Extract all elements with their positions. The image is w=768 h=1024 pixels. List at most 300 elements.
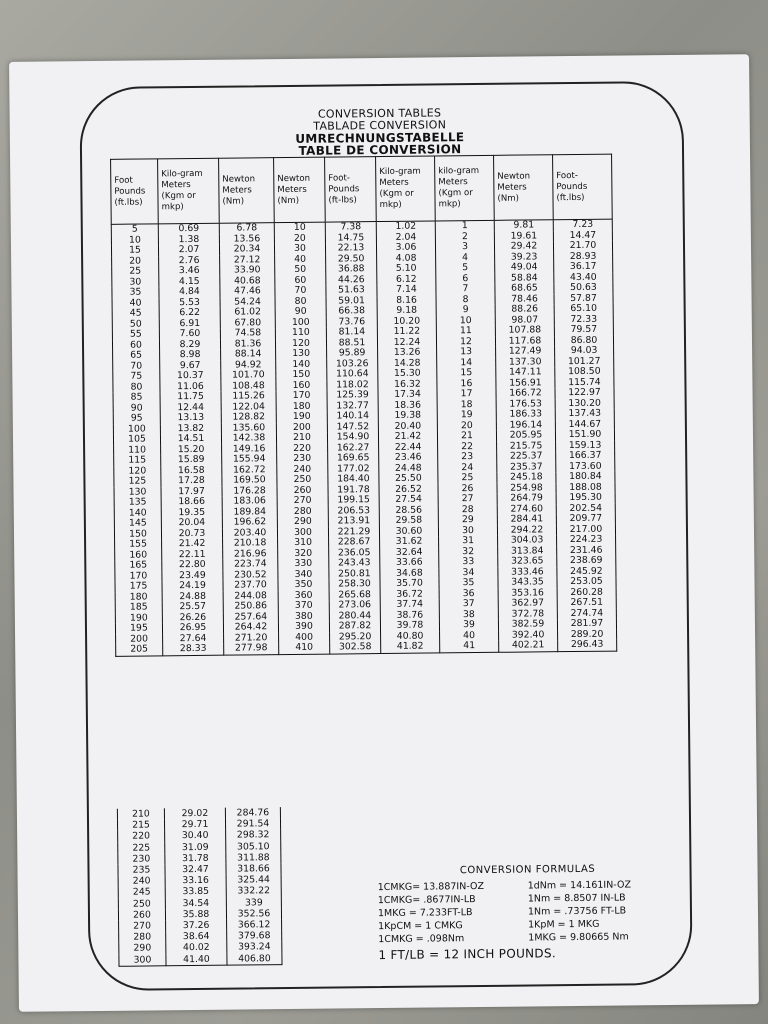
table-cell: 210 (117, 808, 164, 820)
table-cell: 150 (276, 370, 327, 381)
table-cell: 223.74 (223, 559, 278, 570)
table-cell: 166.37 (556, 451, 615, 462)
table-cell: 10.37 (160, 371, 221, 382)
table-cell: 50 (112, 319, 159, 330)
table-cell: 21.42 (162, 539, 223, 550)
table-cell: 340 (278, 569, 329, 580)
table-cell: 149.16 (222, 444, 277, 455)
table-cell: 19.35 (161, 507, 222, 518)
table-cell: 281.97 (557, 619, 616, 630)
table-cell: 243.43 (329, 558, 380, 569)
table-cell: 390 (278, 622, 329, 633)
table-cell: 284.76 (225, 807, 280, 819)
formula-text: 1CMKG= 13.887IN-OZ (377, 880, 485, 894)
table-cell: 11 (436, 326, 495, 337)
table-cell: 10.20 (377, 316, 436, 327)
table-cell: 2 (435, 231, 494, 242)
table-cell: 41 (440, 641, 499, 653)
table-cell: 29.58 (379, 515, 438, 526)
table-cell: 325.44 (226, 874, 281, 886)
table-cell: 18.66 (161, 497, 222, 508)
table-cell: 209.77 (556, 514, 615, 525)
formula-text: 1MKG = 7.233FT-LB (377, 907, 473, 920)
table-cell: 25 (112, 266, 159, 277)
table-cell: 260.28 (557, 587, 616, 598)
formulas-title: CONVERSION FORMULAS (459, 863, 596, 877)
table-cell: 236.05 (329, 548, 380, 559)
table-cell: 115.26 (221, 391, 276, 402)
table-cell: 173.60 (556, 461, 615, 472)
table-cell: 254.98 (497, 483, 556, 494)
table-cell: 80 (113, 382, 160, 393)
table-cell: 19 (437, 410, 496, 421)
table-cell: 203.40 (222, 528, 277, 539)
table-cell: 185 (115, 602, 162, 613)
table-cell: 216.96 (223, 549, 278, 560)
table-cell: 1.38 (158, 234, 219, 245)
table-cell: 86.80 (554, 335, 613, 346)
table-cell: 17.28 (161, 476, 222, 487)
table-cell: 95.89 (327, 348, 378, 359)
table-cell: 237.70 (223, 580, 278, 591)
table-cell: 135.60 (221, 423, 276, 434)
title-fr: TABLE DE CONVERSION (298, 142, 462, 158)
table-cell: 169.65 (328, 453, 379, 464)
table-cell: 177.02 (328, 464, 379, 475)
table-cell: 90 (113, 403, 160, 414)
table-cell: 3 (435, 242, 494, 253)
table-cell: 300 (277, 527, 328, 538)
table-cell: 40 (275, 254, 326, 265)
table-cell: 122.97 (555, 388, 614, 399)
table-cell: 343.35 (498, 577, 557, 588)
table-cell: 13.56 (219, 234, 274, 245)
table-cell: 26 (438, 483, 497, 494)
table-cell: 180.84 (556, 472, 615, 483)
table-cell: 145 (114, 518, 161, 529)
table-cell: 132.77 (327, 401, 378, 412)
table-cell: 19.61 (494, 231, 553, 242)
table-cell: 94.92 (221, 360, 276, 371)
table-cell: 300 (119, 954, 166, 966)
table-cell: 31.09 (165, 841, 226, 853)
table-cell: 118.02 (327, 380, 378, 391)
table-cell: 150 (114, 529, 161, 540)
header-foot-pounds-2: Foot- Pounds (ft-lbs) (325, 157, 377, 223)
table-cell: 280 (277, 506, 328, 517)
table-cell: 57.87 (554, 293, 613, 304)
table-cell: 250.86 (223, 601, 278, 612)
table-cell: 224.23 (557, 535, 616, 546)
table-cell: 33.85 (165, 886, 226, 898)
title-en: CONVERSION TABLES (317, 106, 442, 121)
table-cell: 21 (437, 431, 496, 442)
table-cell: 137.30 (496, 357, 555, 368)
table-cell: 11.22 (377, 326, 436, 337)
table-cell: 277.98 (224, 643, 279, 655)
header-kilogram-meters-3: kilo-gram Meters (Kgm or mkp) (435, 155, 495, 221)
table-cell: 20.40 (378, 421, 437, 432)
table-cell: 17.34 (378, 389, 437, 400)
main-conversion-table (110, 154, 617, 657)
table-cell: 330 (278, 559, 329, 570)
table-cell: 6 (436, 273, 495, 284)
table-cell: 298.32 (226, 830, 281, 842)
table-cell: 215.75 (497, 441, 556, 452)
table-cell: 73.76 (326, 317, 377, 328)
table-cell: 264.79 (497, 493, 556, 504)
table-cell: 154.90 (327, 432, 378, 443)
table-cell: 90 (275, 307, 326, 318)
table-cell: 366.12 (227, 919, 282, 931)
table-cell: 30.40 (165, 830, 226, 842)
table-cell: 4.84 (159, 287, 220, 298)
table-cell: 39.78 (380, 620, 439, 631)
table-cell: 38.64 (166, 931, 227, 943)
table-cell: 25.57 (162, 602, 223, 613)
table-cell: 31.62 (380, 536, 439, 547)
table-cell: 4 (436, 252, 495, 263)
table-cell: 50.63 (554, 283, 613, 294)
conversion-formulas (377, 863, 678, 962)
table-cell: 406.80 (227, 953, 282, 965)
table-cell: 258.30 (329, 579, 380, 590)
table-cell: 11.06 (160, 381, 221, 392)
table-cell: 270 (119, 920, 166, 932)
table-cell: 120 (114, 466, 161, 477)
table-cell: 30 (112, 277, 159, 288)
table-cell: 105 (113, 434, 160, 445)
table-cell: 14.47 (553, 230, 612, 241)
table-cell: 323.65 (498, 556, 557, 567)
table-cell: 44.26 (326, 275, 377, 286)
table-cell: 18 (437, 399, 496, 410)
table-cell: 94.03 (555, 346, 614, 357)
table-cell: 23.49 (162, 570, 223, 581)
table-cell: 30 (274, 244, 325, 255)
table-cell: 140.14 (327, 411, 378, 422)
table-cell: 75 (113, 371, 160, 382)
table-cell: 170 (276, 391, 327, 402)
table-cell: 190 (276, 412, 327, 423)
table-cell: 110.64 (327, 369, 378, 380)
table-cell: 313.84 (498, 546, 557, 557)
table-cell: 81.14 (326, 327, 377, 338)
table-cell: 199.15 (328, 495, 379, 506)
table-cell: 40 (112, 298, 159, 309)
table-cell: 393.24 (227, 942, 282, 954)
table-cell: 339 (226, 897, 281, 909)
table-cell: 151.90 (555, 430, 614, 441)
table-cell: 228.67 (329, 537, 380, 548)
table-cell: 26.95 (162, 623, 223, 634)
table-cell: 271.20 (224, 633, 279, 644)
table-cell: 210 (276, 433, 327, 444)
table-cell: 88.51 (326, 338, 377, 349)
table-cell: 295.20 (330, 632, 381, 643)
table-cell: 353.16 (498, 588, 557, 599)
table-cell: 5.10 (377, 263, 436, 274)
table-cell: 24.48 (379, 463, 438, 474)
table-cell: 127.49 (496, 346, 555, 357)
table-cell: 240 (277, 464, 328, 475)
table-cell: 11.75 (160, 392, 221, 403)
table-cell: 180 (276, 401, 327, 412)
table-cell: 332.22 (226, 886, 281, 898)
table-cell: 37.26 (166, 920, 227, 932)
table-cell: 176.53 (496, 399, 555, 410)
table-cell: 280.44 (329, 611, 380, 622)
extended-left-table (117, 807, 283, 967)
table-cell: 74.58 (220, 328, 275, 339)
table-cell: 14 (437, 357, 496, 368)
table-cell: 7.38 (325, 222, 376, 234)
table-cell: 410 (279, 643, 330, 655)
table-cell: 230.52 (223, 570, 278, 581)
table-cell: 41.82 (381, 641, 440, 653)
table-cell: 382.59 (498, 619, 557, 630)
table-cell: 20 (112, 256, 159, 267)
table-cell: 122.04 (221, 402, 276, 413)
table-cell: 29.02 (164, 808, 225, 820)
table-cell: 6.91 (159, 318, 220, 329)
table-cell: 22.44 (379, 442, 438, 453)
table-cell: 45 (112, 308, 159, 319)
table-cell: 296.43 (558, 640, 617, 652)
table-cell: 20 (437, 420, 496, 431)
table-cell: 40.02 (166, 942, 227, 954)
table-cell: 108.50 (555, 367, 614, 378)
table-cell: 31.78 (165, 852, 226, 864)
table-cell: 230 (118, 853, 165, 865)
table-cell: 108.48 (221, 381, 276, 392)
table-cell: 15.20 (161, 444, 222, 455)
table-cell: 318.66 (226, 863, 281, 875)
table-cell: 26.26 (162, 612, 223, 623)
table-cell: 3.06 (376, 242, 435, 253)
table-cell: 20.04 (161, 518, 222, 529)
title-es: TABLADE CONVERSION (313, 118, 447, 133)
table-cell: 166.72 (496, 388, 555, 399)
table-cell: 15.89 (161, 455, 222, 466)
table-cell: 257.64 (223, 612, 278, 623)
table-cell: 284.41 (497, 514, 556, 525)
table-cell: 231.46 (557, 545, 616, 556)
table-cell: 100 (113, 424, 160, 435)
table-cell: 36.72 (380, 589, 439, 600)
table-cell: 17.97 (161, 486, 222, 497)
table-cell: 10 (111, 235, 158, 246)
table-cell: 142.38 (221, 433, 276, 444)
table-cell: 30 (438, 525, 497, 536)
table-cell: 155 (115, 539, 162, 550)
table-cell: 289.20 (558, 629, 617, 640)
table-cell: 202.54 (556, 503, 615, 514)
table-cell: 196.62 (222, 517, 277, 528)
table-cell: 6.78 (219, 223, 274, 235)
table-cell: 66.38 (326, 306, 377, 317)
table-cell: 29.71 (164, 819, 225, 831)
header-newton-meters-2: Newton Meters (Nm) (274, 157, 326, 223)
table-cell: 27.64 (163, 633, 224, 644)
table-cell: 26.52 (379, 484, 438, 495)
table-cell: 320 (278, 548, 329, 559)
table-cell: 32 (439, 546, 498, 557)
table-cell: 29.42 (494, 241, 553, 252)
table-cell: 32.47 (165, 864, 226, 876)
formula-text: 1KpM = 1 MKG (528, 918, 600, 931)
table-cell: 47.46 (220, 286, 275, 297)
table-cell: 220 (277, 443, 328, 454)
table-cell: 5 (436, 263, 495, 274)
table-cell: 110 (275, 328, 326, 339)
table-row (119, 953, 282, 966)
table-cell: 29 (438, 515, 497, 526)
table-cell: 290 (119, 943, 166, 955)
table-cell: 1.02 (376, 221, 435, 233)
table-cell: 7.23 (553, 219, 612, 231)
table-cell: 230 (277, 454, 328, 465)
table-cell: 362.97 (498, 598, 557, 609)
table-cell: 15 (437, 368, 496, 379)
header-kilogram-meters-2: Kilo-gram Meters (Kgm or mkp) (376, 156, 436, 222)
table-cell: 33 (439, 557, 498, 568)
table-cell: 240 (118, 876, 165, 888)
table-cell: 291.54 (225, 818, 280, 830)
table-cell: 280 (119, 932, 166, 944)
table-cell: 78.46 (495, 294, 554, 305)
table-cell: 13.82 (160, 423, 221, 434)
table-cell: 35.88 (165, 908, 226, 920)
table-cell: 210.18 (223, 538, 278, 549)
table-cell: 60 (112, 340, 159, 351)
table-cell: 20 (274, 233, 325, 244)
table-cell: 15.30 (378, 368, 437, 379)
table-cell: 38.76 (380, 610, 439, 621)
table-cell: 305.10 (226, 841, 281, 853)
table-cell: 238.69 (557, 556, 616, 567)
table-cell: 147.11 (496, 367, 555, 378)
table-cell: 195 (115, 623, 162, 634)
table-cell: 16 (437, 378, 496, 389)
table-cell: 135 (114, 497, 161, 508)
table-cell: 81.36 (220, 339, 275, 350)
table-cell: 21.70 (553, 241, 612, 252)
table-cell: 27 (438, 494, 497, 505)
table-cell: 49.04 (495, 262, 554, 273)
table-cell: 80 (275, 296, 326, 307)
table-cell: 29.50 (326, 254, 377, 265)
table-cell: 267.51 (557, 598, 616, 609)
table-cell: 61.02 (220, 307, 275, 318)
table-cell: 34.68 (380, 568, 439, 579)
header-row (111, 154, 613, 224)
table-cell: 14.75 (325, 233, 376, 244)
table-cell: 12 (436, 336, 495, 347)
table-cell: 169.50 (222, 475, 277, 486)
table-cell: 360 (278, 590, 329, 601)
table-cell: 51.63 (326, 285, 377, 296)
table-cell: 215 (117, 820, 164, 832)
table-cell: 19.38 (378, 410, 437, 421)
table-cell: 130 (114, 487, 161, 498)
table-cell: 8.16 (377, 295, 436, 306)
table-cell: 24.19 (162, 581, 223, 592)
table-cell: 244.08 (223, 591, 278, 602)
table-cell: 33.90 (220, 265, 275, 276)
table-cell: 40.80 (381, 631, 440, 642)
table-cell: 39 (439, 620, 498, 631)
table-cell: 217.00 (556, 524, 615, 535)
table-cell: 190 (115, 613, 162, 624)
table-cell: 10 (274, 222, 325, 234)
table-cell: 9.67 (160, 360, 221, 371)
table-cell: 250 (118, 898, 165, 910)
table-cell: 28.33 (163, 644, 224, 656)
table-cell: 2.04 (376, 232, 435, 243)
table-cell: 2.76 (159, 255, 220, 266)
table-cell: 98.07 (495, 315, 554, 326)
table-cell: 65 (113, 350, 160, 361)
table-cell: 128.82 (221, 412, 276, 423)
table-cell: 245 (118, 887, 165, 899)
formula-text: 1MKG = 9.80665 Nm (528, 931, 629, 944)
table-cell: 260 (277, 485, 328, 496)
table-cell: 22.13 (325, 243, 376, 254)
table-cell: 159.13 (556, 440, 615, 451)
table-cell: 37 (439, 599, 498, 610)
title-de: UMRECHNUNGSTABELLE (295, 130, 465, 146)
table-cell: 22.11 (162, 549, 223, 560)
table-cell: 213.91 (328, 516, 379, 527)
table-cell: 6.22 (159, 308, 220, 319)
table-cell: 88.26 (495, 304, 554, 315)
formula-text: 1CMKG= .8677IN-LB (377, 894, 476, 907)
table-cell: 162.72 (222, 465, 277, 476)
table-cell: 372.78 (498, 609, 557, 620)
table-cell: 14.28 (378, 358, 437, 369)
table-cell: 43.40 (554, 272, 613, 283)
table-cell: 144.67 (555, 419, 614, 430)
title-block (10, 104, 750, 160)
table-cell: 270 (277, 496, 328, 507)
table-cell: 59.01 (326, 296, 377, 307)
table-cell: 27.12 (220, 255, 275, 266)
table-cell: 41.40 (166, 953, 227, 965)
table-cell: 10 (436, 315, 495, 326)
table-cell: 8 (436, 294, 495, 305)
table-cell: 274.60 (497, 504, 556, 515)
table-cell: 101.70 (221, 370, 276, 381)
table-cell: 250.81 (329, 569, 380, 580)
table-cell: 14.51 (160, 434, 221, 445)
table-cell: 9.18 (377, 305, 436, 316)
table-cell: 137.43 (555, 409, 614, 420)
table-cell: 107.88 (495, 325, 554, 336)
table-cell: 235 (118, 864, 165, 876)
table-cell: 35 (112, 287, 159, 298)
formula-text: 1CMKG = .098Nm (378, 933, 465, 946)
table-cell: 110 (114, 445, 161, 456)
table-cell: 20.73 (161, 528, 222, 539)
table-cell: 6.12 (377, 274, 436, 285)
table-cell: 13.26 (378, 347, 437, 358)
formula-text: 1Nm = 8.8507 IN-LB (527, 892, 626, 905)
table-cell: 310 (278, 538, 329, 549)
table-cell: 2.07 (158, 245, 219, 256)
table-cell: 8.29 (159, 339, 220, 350)
table-cell: 9.81 (494, 220, 553, 232)
